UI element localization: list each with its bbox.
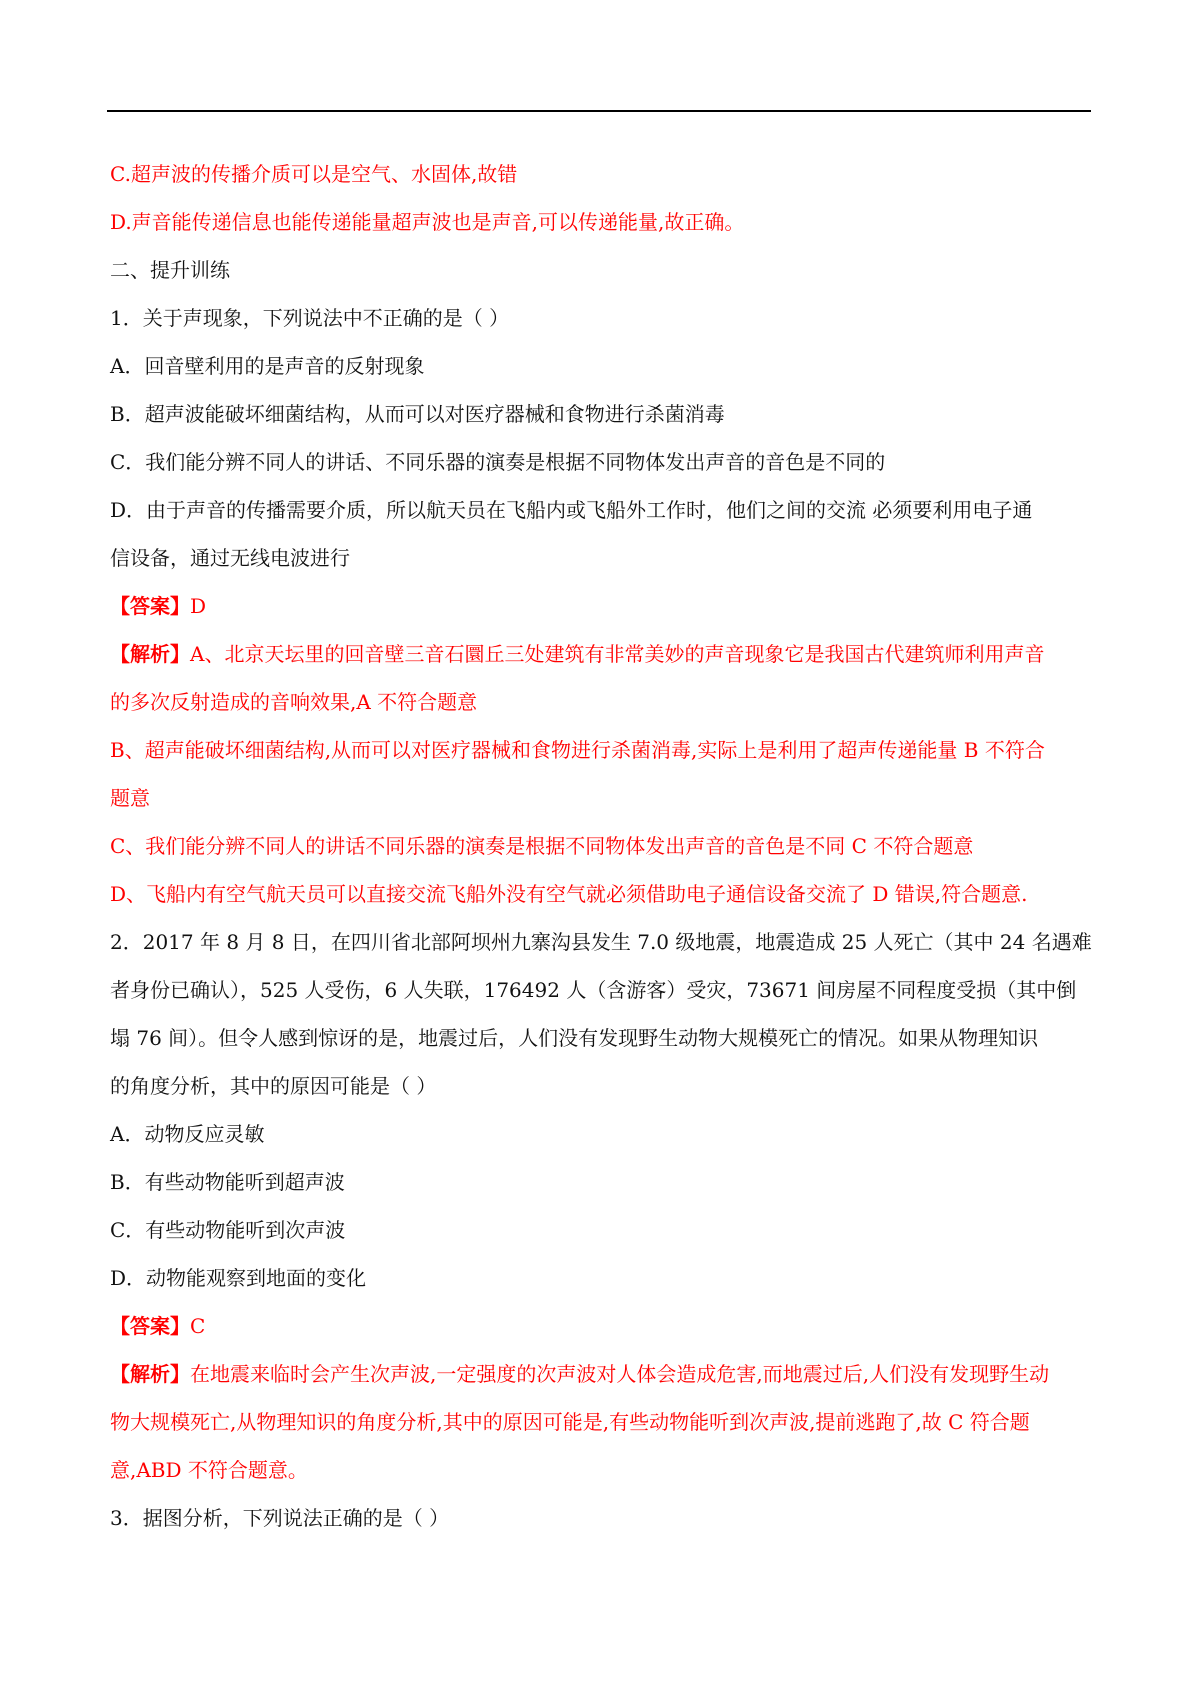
q2-stem-line: 塌 76 间）。但令人感到惊讶的是，地震过后，人们没有发现野生动物大规模死亡的情况。如果从物理知识 (110, 1026, 1039, 1050)
q1-answer-label: 【答案】 (110, 594, 190, 618)
q1-analysis-line: C、我们能分辨不同人的讲话不同乐器的演奏是根据不同物体发出声音的音色是不同 C 不符合题意 (110, 834, 974, 858)
q1-analysis-label: 【解析】 (110, 642, 190, 666)
q2-option-a: A．动物反应灵敏 (110, 1122, 265, 1146)
q2-stem-line: 者身份已确认），525 人受伤，6 人失联，176492 人（含游客）受灾，73671 间房屋不同程度受损（其中倒 (110, 978, 1077, 1002)
q2-stem-line: 2．2017 年 8 月 8 日，在四川省北部阿坝州九寨沟县发生 7.0 级地震，地震造成 25 人死亡（其中 24 名遇难 (110, 930, 1092, 954)
q2-analysis-line (110, 1350, 1090, 1398)
header-rule (107, 110, 1091, 112)
q1-analysis-line: 题意 (110, 786, 150, 810)
q2-analysis-line: 意,ABD 不符合题意。 (110, 1458, 308, 1482)
q2-analysis-text: 在地震来临时会产生次声波,一定强度的次声波对人体会造成危害,而地震过后,人们没有发现野生动 (190, 1362, 1050, 1386)
q2-analysis-label: 【解析】 (110, 1362, 190, 1386)
q3-stem: 3．据图分析，下列说法正确的是（ ） (110, 1506, 450, 1530)
q1-analysis-text: A、北京天坛里的回音壁三音石圜丘三处建筑有非常美妙的声音现象它是我国古代建筑师利用声音 (190, 642, 1045, 666)
q1-option-d-cont: 信设备，通过无线电波进行 (110, 546, 350, 570)
section-title: 二、提升训练 (110, 258, 230, 282)
q2-analysis-line: 物大规模死亡,从物理知识的角度分析,其中的原因可能是,有些动物能听到次声波,提前逃跑了,故 C 符合题 (110, 1410, 1030, 1434)
q1-option-c: C．我们能分辨不同人的讲话、不同乐器的演奏是根据不同物体发出声音的音色是不同的 (110, 450, 886, 474)
q1-answer-value: D (190, 594, 207, 618)
q1-option-b: B．超声波能破坏细菌结构，从而可以对医疗器械和食物进行杀菌消毒 (110, 402, 725, 426)
prev-answer-c: C.超声波的传播介质可以是空气、水固体,故错 (110, 162, 518, 186)
q2-answer-label: 【答案】 (110, 1314, 190, 1338)
q1-analysis-line: B、超声能破坏细菌结构,从而可以对医疗器械和食物进行杀菌消毒,实际上是利用了超声传递能量 B 不符合 (110, 738, 1045, 762)
q2-option-d: D．动物能观察到地面的变化 (110, 1266, 367, 1290)
prev-answer-d: D.声音能传递信息也能传递能量超声波也是声音,可以传递能量,故正确。 (110, 210, 745, 234)
q1-analysis-line (110, 630, 1090, 678)
document-body (110, 150, 1090, 1542)
q1-analysis-line: D、飞船内有空气航天员可以直接交流飞船外没有空气就必须借助电子通信设备交流了 D 错误,符合题意. (110, 882, 1028, 906)
q2-answer (110, 1302, 1090, 1350)
q2-option-c: C．有些动物能听到次声波 (110, 1218, 346, 1242)
q1-answer (110, 582, 1090, 630)
q2-stem-line: 的角度分析，其中的原因可能是（ ） (110, 1074, 437, 1098)
q2-answer-value: C (190, 1314, 206, 1338)
q2-option-b: B．有些动物能听到超声波 (110, 1170, 345, 1194)
q1-stem: 1．关于声现象，下列说法中不正确的是（ ） (110, 306, 510, 330)
q1-analysis-line: 的多次反射造成的音响效果,A 不符合题意 (110, 690, 478, 714)
q1-option-a: A．回音壁利用的是声音的反射现象 (110, 354, 425, 378)
q1-option-d: D．由于声音的传播需要介质，所以航天员在飞船内或飞船外工作时，他们之间的交流 必须要利用电子通 (110, 498, 1033, 522)
